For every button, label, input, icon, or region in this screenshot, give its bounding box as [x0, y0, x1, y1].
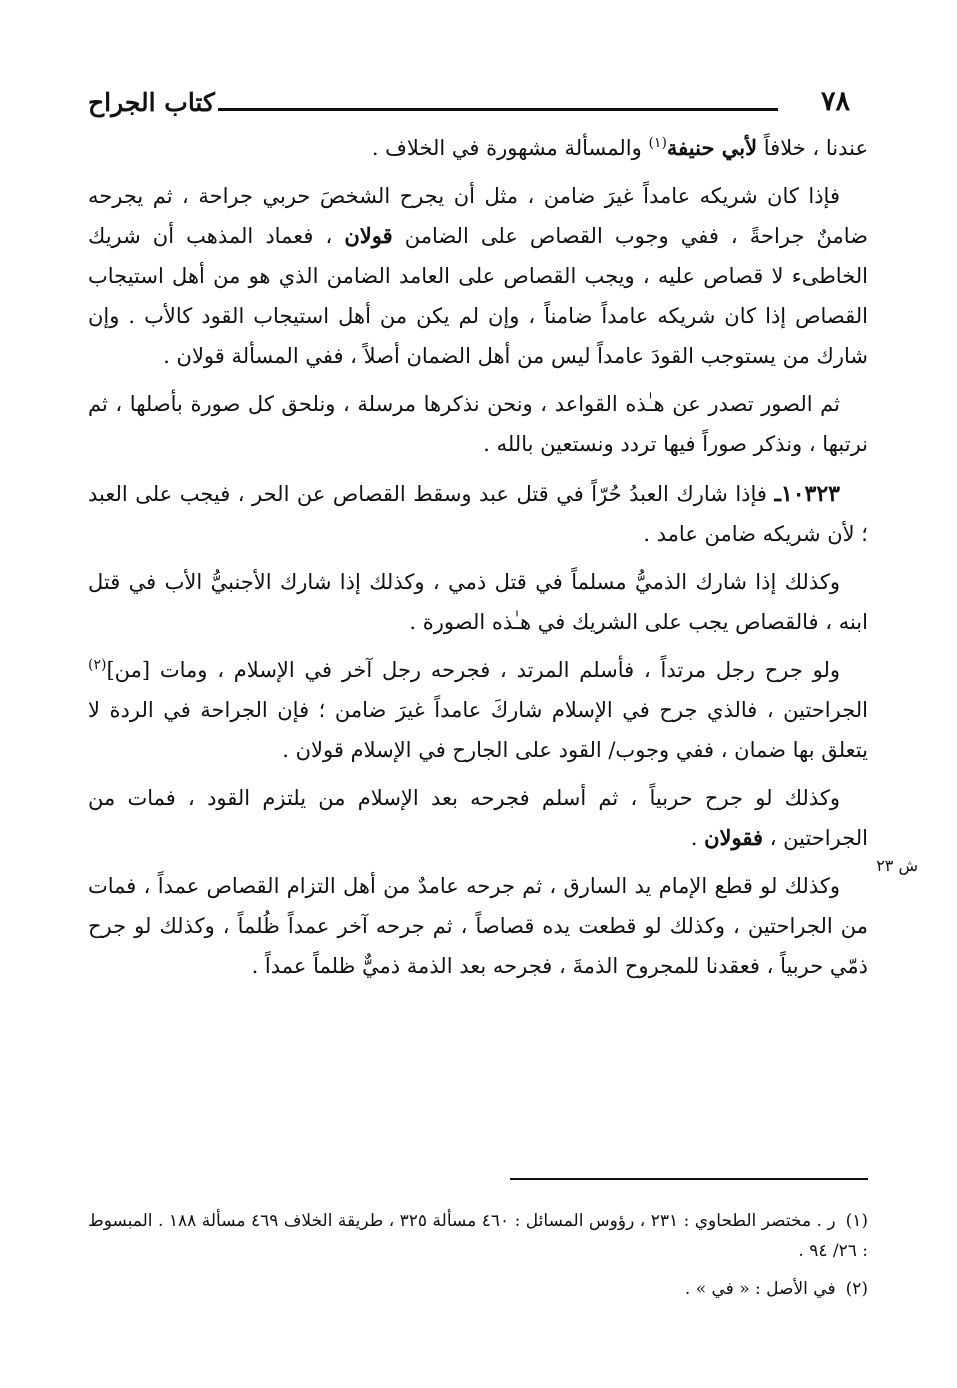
bold-term: لأبي حنيفة	[666, 135, 758, 160]
footnote-number: (١)	[845, 1211, 869, 1231]
header-rule	[218, 108, 778, 111]
bold-term: قولان	[344, 223, 393, 248]
bold-term: فقولان	[704, 825, 764, 850]
text-run: فإذا كان شريكه عامداً غيرَ ضامن ، مثل أن يجرح الشخصَ حربي جراحة ، ثم يجرحه ضامنٌ جراحةً ، ففي وجوب القصاص على الضامن	[88, 184, 868, 248]
paragraph-7	[88, 778, 868, 858]
footnote-rule	[510, 1178, 868, 1180]
paragraph-1	[88, 128, 868, 168]
footnote-2	[88, 1274, 868, 1304]
text-run: ولو جرح رجل مرتداً ، فأسلم المرتد ، فجرحه رجل آخر في الإسلام ، ومات [من]	[106, 658, 840, 682]
paragraph-6	[88, 650, 868, 770]
text-run: وكذلك لو جرح حربياً ، ثم أسلم فجرحه بعد الإسلام من يلتزم القود ، فمات من الجراحتين ،	[88, 786, 868, 850]
text-run: .	[690, 826, 705, 850]
footnotes	[88, 1206, 868, 1312]
paragraph-5: وكذلك إذا شارك الذميُّ مسلماً في قتل ذمي ، وكذلك إذا شارك الأجنبيُّ الأب في قتل ابنه ، فالقصاص يجب على الشريك في هـٰذه الصورة .	[88, 570, 868, 634]
running-title: كتاب الجراح	[88, 88, 215, 117]
footnote-reference-2[interactable]: (٢)	[88, 657, 107, 673]
text-run: ، فعماد المذهب أن شريك الخاطىء لا قصاص عليه ، ويجب القصاص على العامد الضامن الذي هو من أهل استيجاب القصاص إذا كان شريكه عامداً ضامناً ، وإن لم يكن من أهل استيجاب القود كالأب . وإن شارك من يستوجب القودَ عامداً ليس من أهل الضمان أصلاً ، ففي المسألة قولان .	[88, 224, 868, 368]
issue-number: ١٠٣٢٣ـ	[774, 481, 840, 507]
paragraph-8: وكذلك لو قطع الإمام يد السارق ، ثم جرحه عامدٌ من أهل التزام القصاص عمداً ، فمات من الجراحتين ، وكذلك لو قطعت يده قصاصاً ، ثم جرحه آخر عمداً ظُلماً ، وكذلك لو جرح ذمّي حربياً ، فعقدنا للمجروح الذمةَ ، فجرحه بعد الذمة ذميٌّ ظلماً عمداً .	[88, 874, 868, 978]
paragraph-issue-10323	[88, 474, 868, 554]
manuscript-folio-marker: ش ٢٣	[876, 856, 918, 875]
page-number: ٧٨	[820, 86, 850, 117]
paragraph-3: ثم الصور تصدر عن هـٰذه القواعد ، ونحن نذكرها مرسلة ، ونلحق كل صورة بأصلها ، ثم نرتبها ، ونذكر صوراً فيها تردد ونستعين بالله .	[88, 392, 868, 456]
footnote-reference-1[interactable]: (١)	[648, 135, 667, 151]
footnote-text: ر . مختصر الطحاوي : ٢٣١ ، رؤوس المسائل : ٤٦٠ مسألة ٣٢٥ ، طريقة الخلاف ٤٦٩ مسألة ١٨٨ . المبسوط : ٢٦/ ٩٤ .	[88, 1211, 868, 1261]
footnote-number: (٢)	[845, 1279, 868, 1299]
main-text	[88, 128, 868, 994]
footnote-text: في الأصل : « في » .	[684, 1279, 836, 1299]
footnote-1	[88, 1206, 868, 1266]
paragraph-2	[88, 176, 868, 376]
text-run: الجراحتين ، فالذي جرح في الإسلام شاركَ عامداً غيرَ ضامن ؛ فإن الجراحة في الردة لا يتعلق بها ضمان ، ففي وجوب/ القود على الجارح في الإسلام قولان .	[88, 698, 868, 762]
text-run: والمسألة مشهورة في الخلاف .	[371, 136, 649, 160]
text-run: عندنا ، خلافاً	[757, 136, 868, 160]
page-header	[88, 86, 868, 126]
text-run: فإذا شارك العبدُ حُرّاً في قتل عبد وسقط القصاص عن الحر ، فيجب على العبد ؛ لأن شريكه ضامن عامد .	[88, 482, 868, 546]
